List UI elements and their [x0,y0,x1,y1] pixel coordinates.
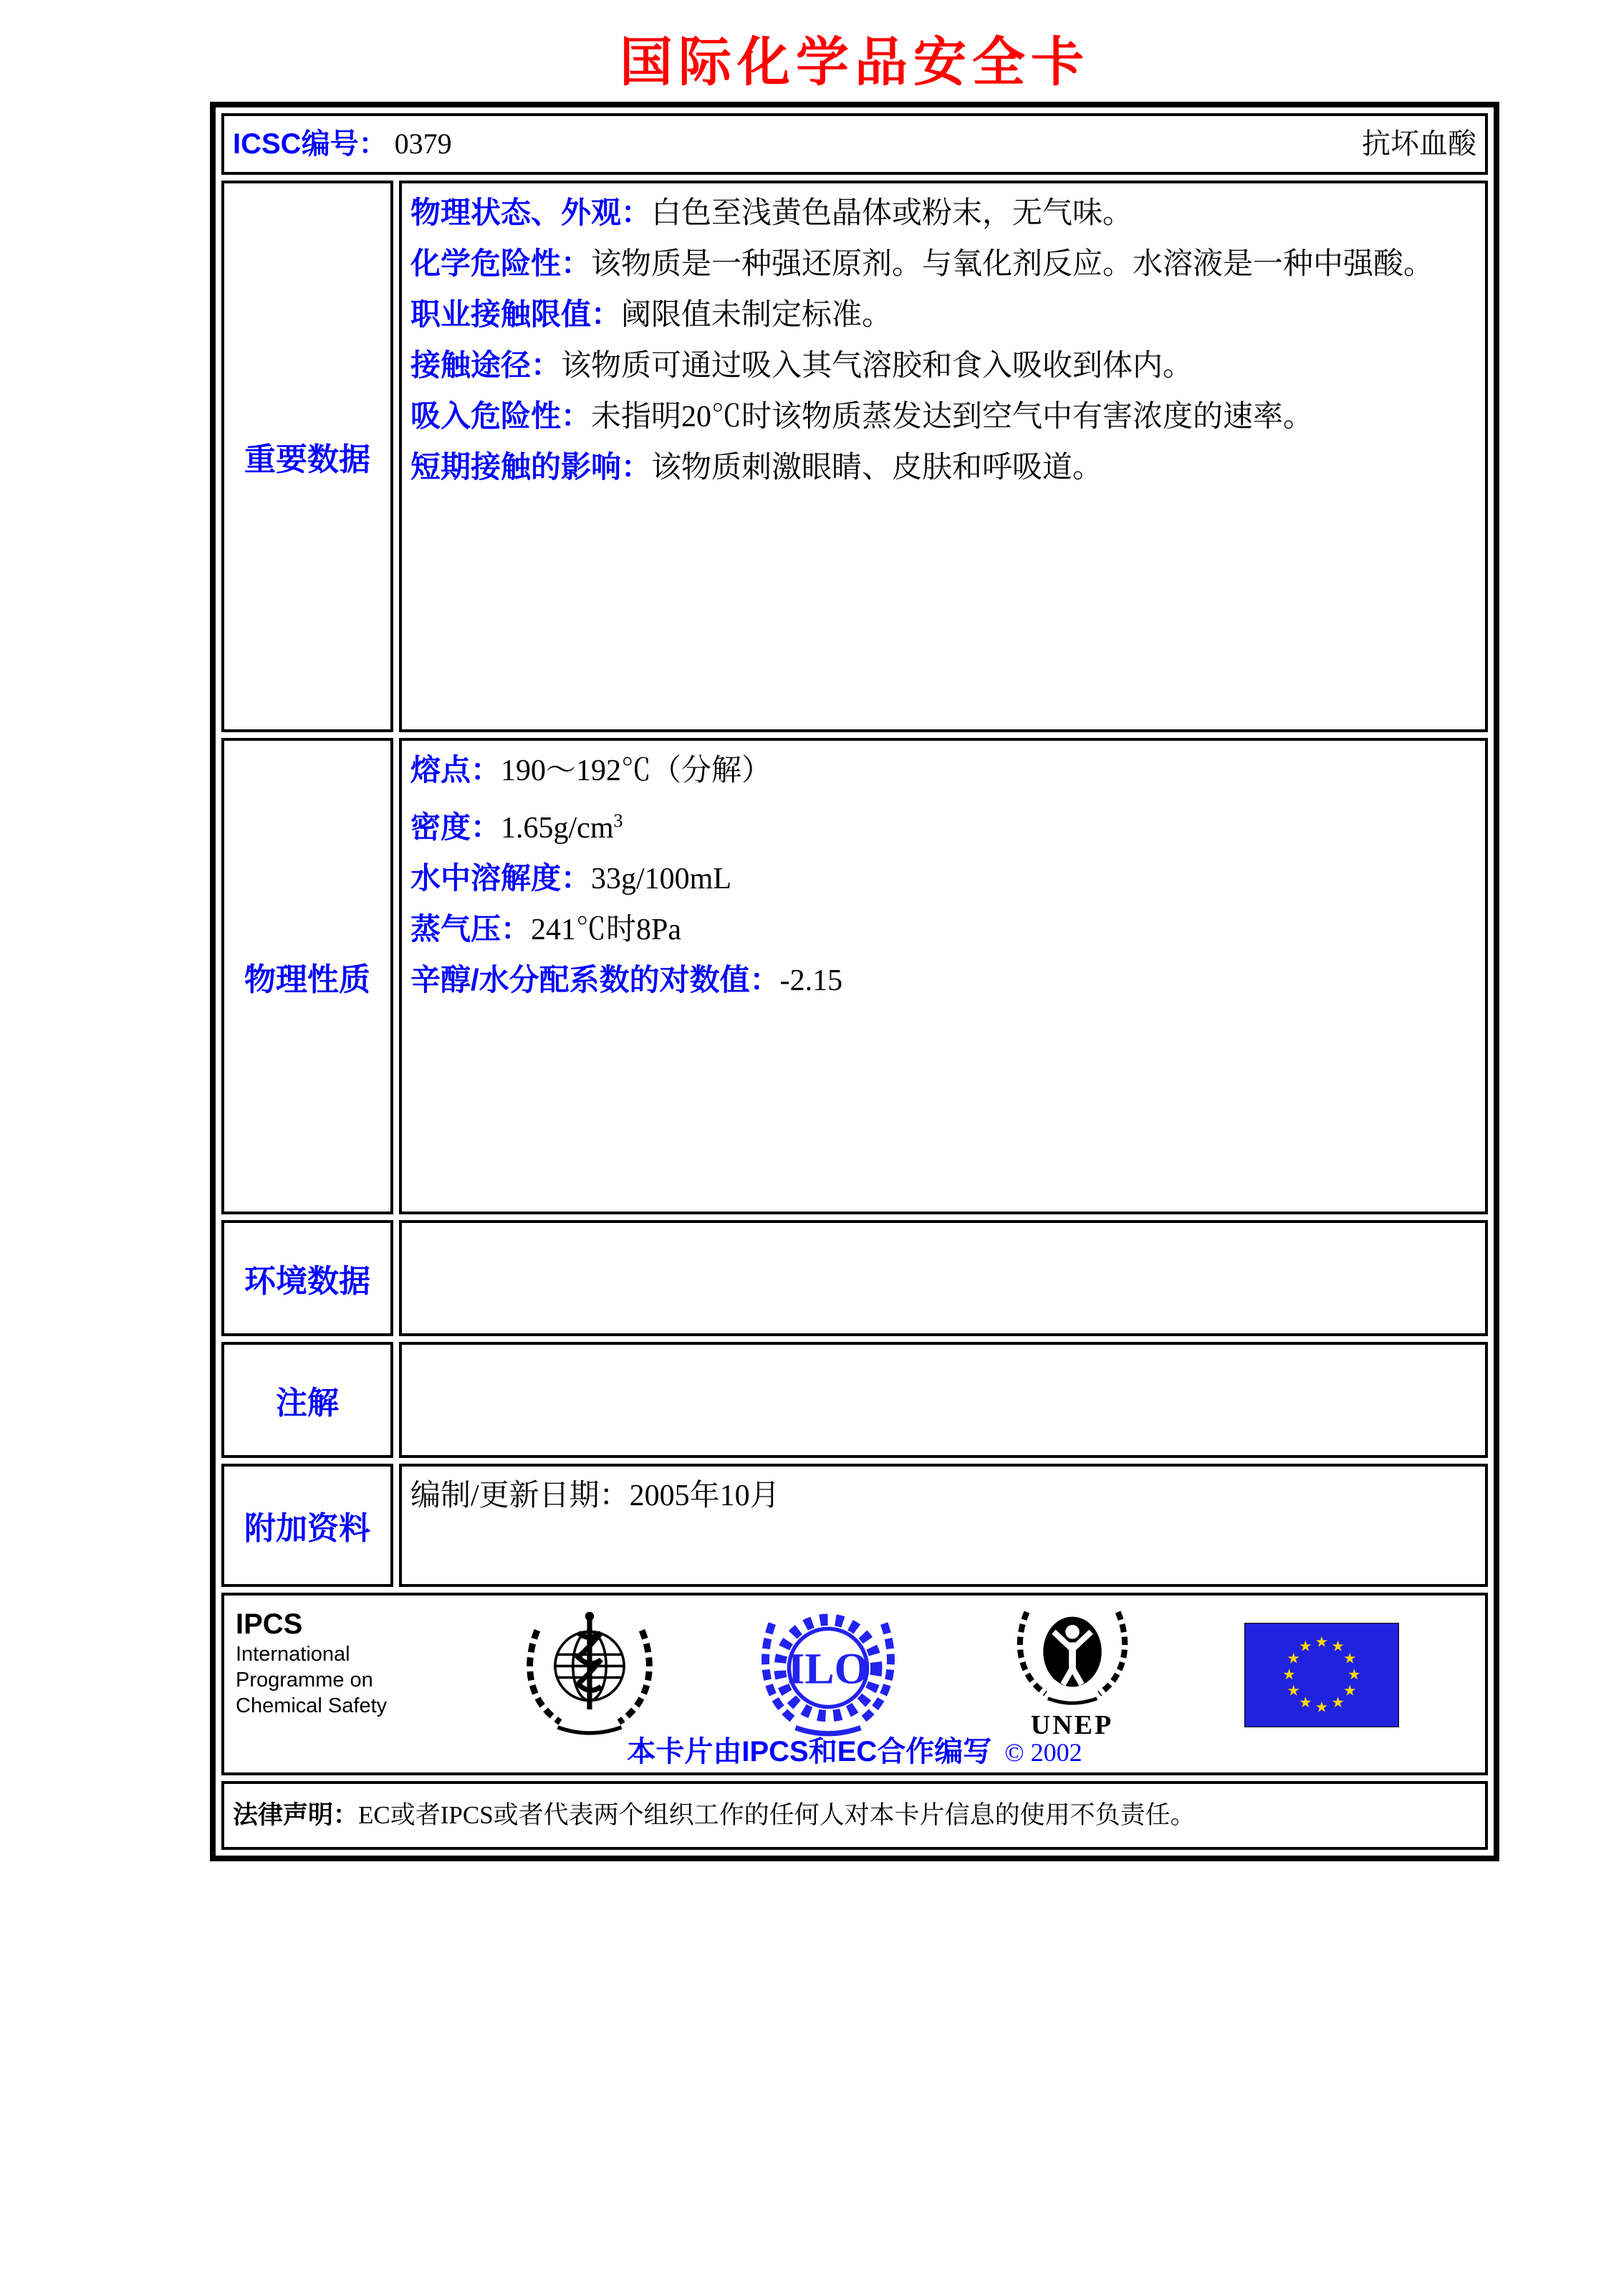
additional-info-content [399,1464,1488,1587]
logos-footer-row [221,1593,1488,1775]
kv-occupational-limit [410,289,1476,340]
copyright-text: © 2002 [1004,1738,1082,1767]
icsc-number-label: ICSC编号： [233,128,388,160]
icsc-number-value: 0379 [394,128,452,160]
legal-value: EC或者IPCS或者代表两个组织工作的任何人对本卡片信息的使用不负责任。 [358,1801,1196,1829]
chemical-name: 抗坏血酸 [1362,128,1476,160]
icsc-number-group [233,128,452,160]
section-label-additional-info: 附加资料 [221,1464,393,1587]
logos-footer-cell [221,1593,1488,1775]
kv-value: 33g/100mL [591,863,732,896]
kv-key: 短期接触的影响： [410,450,652,484]
kv-key: 熔点： [410,753,501,787]
legal-row [221,1781,1488,1850]
kv-key: 编制/更新日期： [410,1479,630,1512]
svg-text:★: ★ [1299,1639,1312,1655]
kv-key: 辛醇/水分配系数的对数值： [410,963,780,997]
who-logo-icon [519,1603,660,1750]
section-label-important-data: 重要数据 [221,181,393,732]
kv-chemical-danger [410,239,1476,289]
footer-caption [224,1729,1485,1770]
kv-key: 物理状态、外观： [410,196,652,229]
ipcs-title: IPCS [236,1608,303,1640]
kv-melting-point [410,745,1476,796]
kv-key: 接触途径： [410,348,562,382]
unep-logo-icon [997,1603,1148,1741]
kv-density [410,796,1476,853]
ipcs-line-3: Chemical Safety [236,1694,388,1717]
ipcs-line-2: Programme on [236,1669,373,1692]
kv-value: 1.65g/cm [501,812,614,845]
kv-value: 241℃时8Pa [531,913,682,946]
svg-text:★: ★ [1287,1651,1300,1667]
kv-value: 190～192℃（分解） [501,754,772,787]
kv-octanol-water-partition [410,955,1476,1006]
eu-flag-icon [1244,1623,1399,1731]
kv-value: 白色至浅黄色晶体或粉末，无气味。 [651,197,1133,230]
kv-value: 阈限值未制定标准。 [621,299,893,332]
kv-physical-state [410,188,1476,239]
kv-vapor-pressure [410,904,1476,955]
kv-value: 未指明20℃时该物质蒸发达到空气中有害浓度的速率。 [591,400,1314,433]
section-label-environmental-data: 环境数据 [221,1220,393,1336]
notes-row [221,1342,1488,1458]
kv-key: 吸入危险性： [410,399,592,433]
kv-value: 该物质可通过吸入其气溶胶和食入吸收到体内。 [561,350,1193,383]
section-label-notes: 注解 [221,1342,393,1458]
kv-key: 水中溶解度： [410,861,592,895]
kv-key: 化学危险性： [410,246,592,280]
legal-statement [233,1800,1476,1831]
legal-cell [221,1781,1488,1850]
kv-value: -2.15 [779,964,843,997]
kv-water-solubility [410,853,1476,904]
legal-key: 法律声明： [233,1801,359,1829]
page-title: 国际化学品安全卡 [620,34,1090,92]
kv-value: 2005年10月 [629,1479,780,1512]
kv-short-term-effects [410,442,1476,493]
kv-revision-date [410,1471,1476,1521]
header-cell [221,113,1488,175]
ipcs-block [236,1603,422,1719]
svg-text:★: ★ [1315,1699,1329,1716]
notes-content [399,1342,1488,1458]
kv-key: 蒸气压： [410,912,532,946]
svg-text:★: ★ [1343,1683,1357,1699]
kv-value: 该物质是一种强还原剂。与氧化剂反应。水溶液是一种中强酸。 [591,248,1434,281]
svg-text:★: ★ [1282,1666,1296,1683]
svg-text:★: ★ [1315,1634,1329,1651]
environmental-data-row [221,1220,1488,1336]
ilo-letters: ILO [787,1644,869,1694]
svg-text:★: ★ [1347,1666,1361,1683]
kv-key: 职业接触限值： [410,297,622,331]
ipcs-line-1: International [236,1643,350,1666]
svg-text:★: ★ [1287,1683,1300,1699]
kv-exposure-route [410,340,1476,391]
svg-text:★: ★ [1299,1695,1312,1712]
svg-text:★: ★ [1343,1651,1357,1667]
svg-text:★: ★ [1331,1695,1345,1712]
additional-info-row [221,1464,1488,1587]
ilo-logo-icon [756,1603,900,1750]
physical-properties-row [221,738,1488,1214]
svg-text:★: ★ [1331,1639,1345,1655]
kv-key: 密度： [410,810,501,844]
icsc-card-table [210,102,1499,1861]
kv-inhalation-risk [410,391,1476,442]
important-data-content [399,181,1488,732]
environmental-data-content [399,1220,1488,1336]
header-row [221,113,1488,175]
kv-value: 该物质刺激眼睛、皮肤和呼吸道。 [651,451,1103,484]
important-data-row [221,181,1488,732]
kv-superscript: 3 [613,810,623,831]
physical-properties-content [399,738,1488,1214]
section-label-physical-properties: 物理性质 [221,738,393,1214]
unep-label: UNEP [1030,1710,1114,1740]
caption-text: 本卡片由IPCS和EC合作编写 [627,1736,992,1767]
